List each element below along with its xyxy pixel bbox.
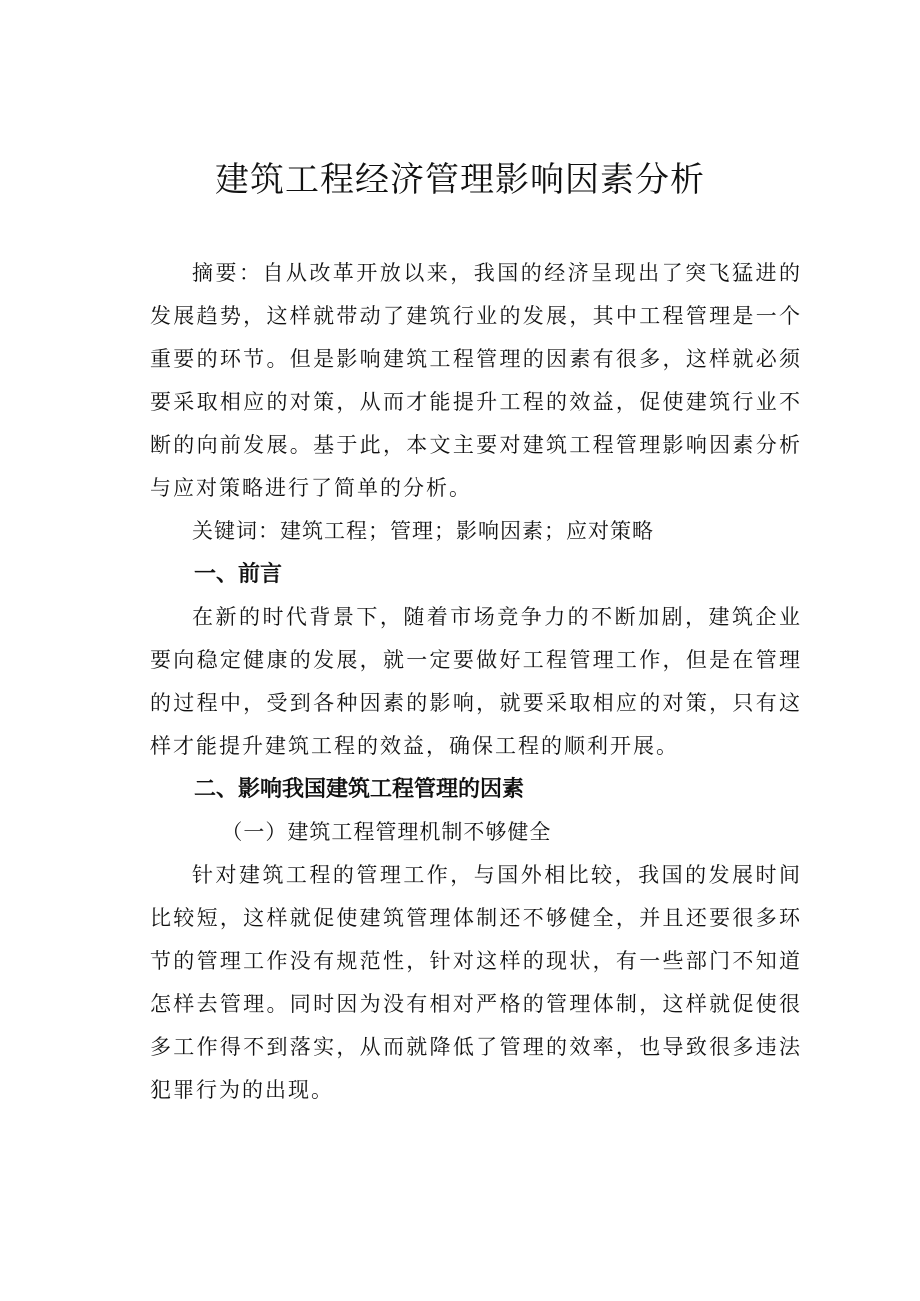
document-body	[150, 252, 802, 1112]
keywords-line: 关键词：建筑工程；管理；影响因素；应对策略	[192, 519, 654, 543]
mechanism-paragraph: 针对建筑工程的管理工作，与国外相比较，我国的发展时间比较短，这样就促使建筑管理体制还不够健全，并且还要很多环节的管理工作没有规范性，针对这样的现状，有一些部门不知道怎样去管理。同时因为没有相对严格的管理体制，这样就促使很多工作得不到落实，从而就降低了管理的效率，也导致很多违法犯罪行为的出现。	[150, 863, 802, 1102]
subsection-heading-mechanism: （一）建筑工程管理机制不够健全	[221, 820, 552, 844]
section-heading-preface: 一、前言	[194, 562, 283, 587]
document-title: 建筑工程经济管理影响因素分析	[215, 160, 705, 200]
section-heading-factors: 二、影响我国建筑工程管理的因素	[194, 777, 525, 802]
preface-paragraph: 在新的时代背景下，随着市场竞争力的不断加剧，建筑企业要向稳定健康的发展，就一定要做好工程管理工作，但是在管理的过程中，受到各种因素的影响，就要采取相应的对策，只有这样才能提升建筑工程的效益，确保工程的顺利开展。	[150, 605, 802, 758]
abstract-paragraph: 摘要：自从改革开放以来，我国的经济呈现出了突飞猛进的发展趋势，这样就带动了建筑行业的发展，其中工程管理是一个重要的环节。但是影响建筑工程管理的因素有很多，这样就必须要采取相应的对策，从而才能提升工程的效益，促使建筑行业不断的向前发展。基于此，本文主要对建筑工程管理影响因素分析与应对策略进行了简单的分析。	[150, 261, 802, 500]
